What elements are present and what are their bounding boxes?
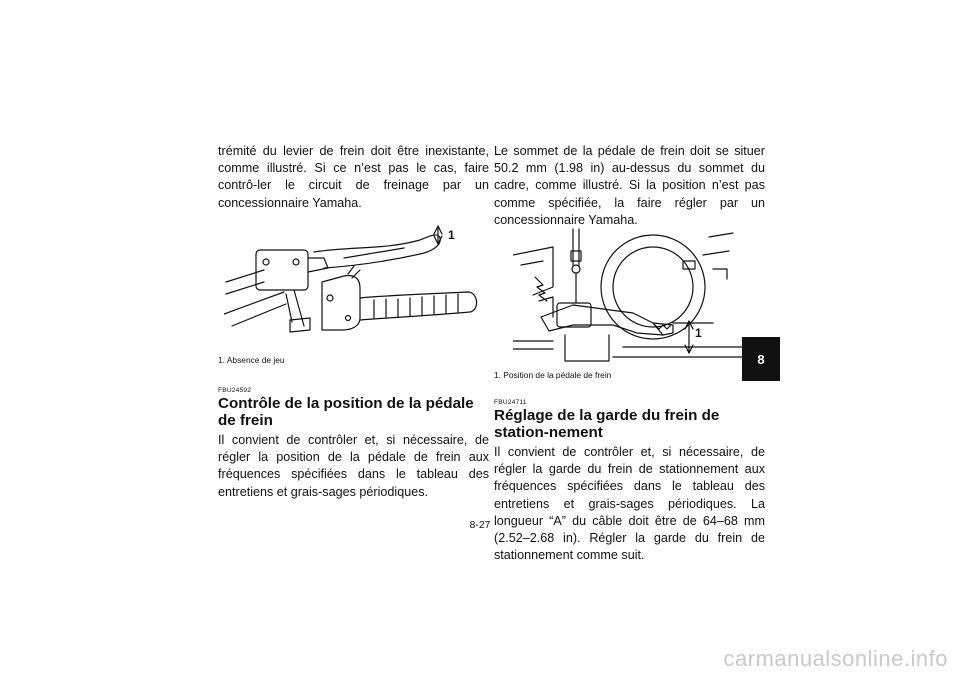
- left-section-body: Il convient de contrôler et, si nécessaire, de régler la position de la pédale de frein aux fréquences spécifiées dans le tableau des entretiens et grais-sages périodiques.: [218, 433, 489, 499]
- right-column-lower: [494, 370, 765, 564]
- watermark: carmanualsonline.info: [723, 646, 948, 671]
- right-column: [494, 143, 765, 229]
- left-column-lower: [218, 355, 489, 501]
- brake-pedal-figure: [513, 225, 743, 365]
- brake-lever-figure: [224, 222, 484, 344]
- right-intro-paragraph: Le sommet de la pédale de frein doit se situer 50.2 mm (1.98 in) au-dessus du sommet du cadre, comme illustré. Si la position n’est pas comme spécifiée, la faire régler par un concessionnaire Yamaha.: [494, 144, 765, 227]
- right-figure-caption: 1. Position de la pédale de frein: [494, 370, 612, 380]
- right-section-title: Réglage de la garde du frein de station-nement: [494, 407, 720, 441]
- left-section-code: FBU24592: [218, 387, 252, 394]
- left-section-title: Contrôle de la position de la pédale de frein: [218, 395, 474, 429]
- left-figure-callout: 1: [448, 228, 455, 242]
- right-figure-callout: 1: [695, 326, 702, 340]
- chapter-tab: 8: [742, 337, 780, 381]
- page-number: 8-27: [469, 519, 491, 531]
- right-section-body: Il convient de contrôler et, si nécessaire, de régler la garde du frein de stationnement aux fréquences spécifiées dans le tableau des entretiens et grais-sages périodiques. La longueur “A” du câble doit être de 64–68 mm (2.52–2.68 in). Régler la garde du frein de stationnement comme suit.: [494, 445, 765, 563]
- left-intro-paragraph: trémité du levier de frein doit être inexistante, comme illustré. Si ce n’est pas le cas, faire contrô-ler le circuit de freinage par un concessionnaire Yamaha.: [218, 144, 489, 210]
- right-section-code: FBU24711: [494, 399, 527, 406]
- left-column: [218, 143, 489, 212]
- left-figure-caption: 1. Absence de jeu: [218, 355, 285, 365]
